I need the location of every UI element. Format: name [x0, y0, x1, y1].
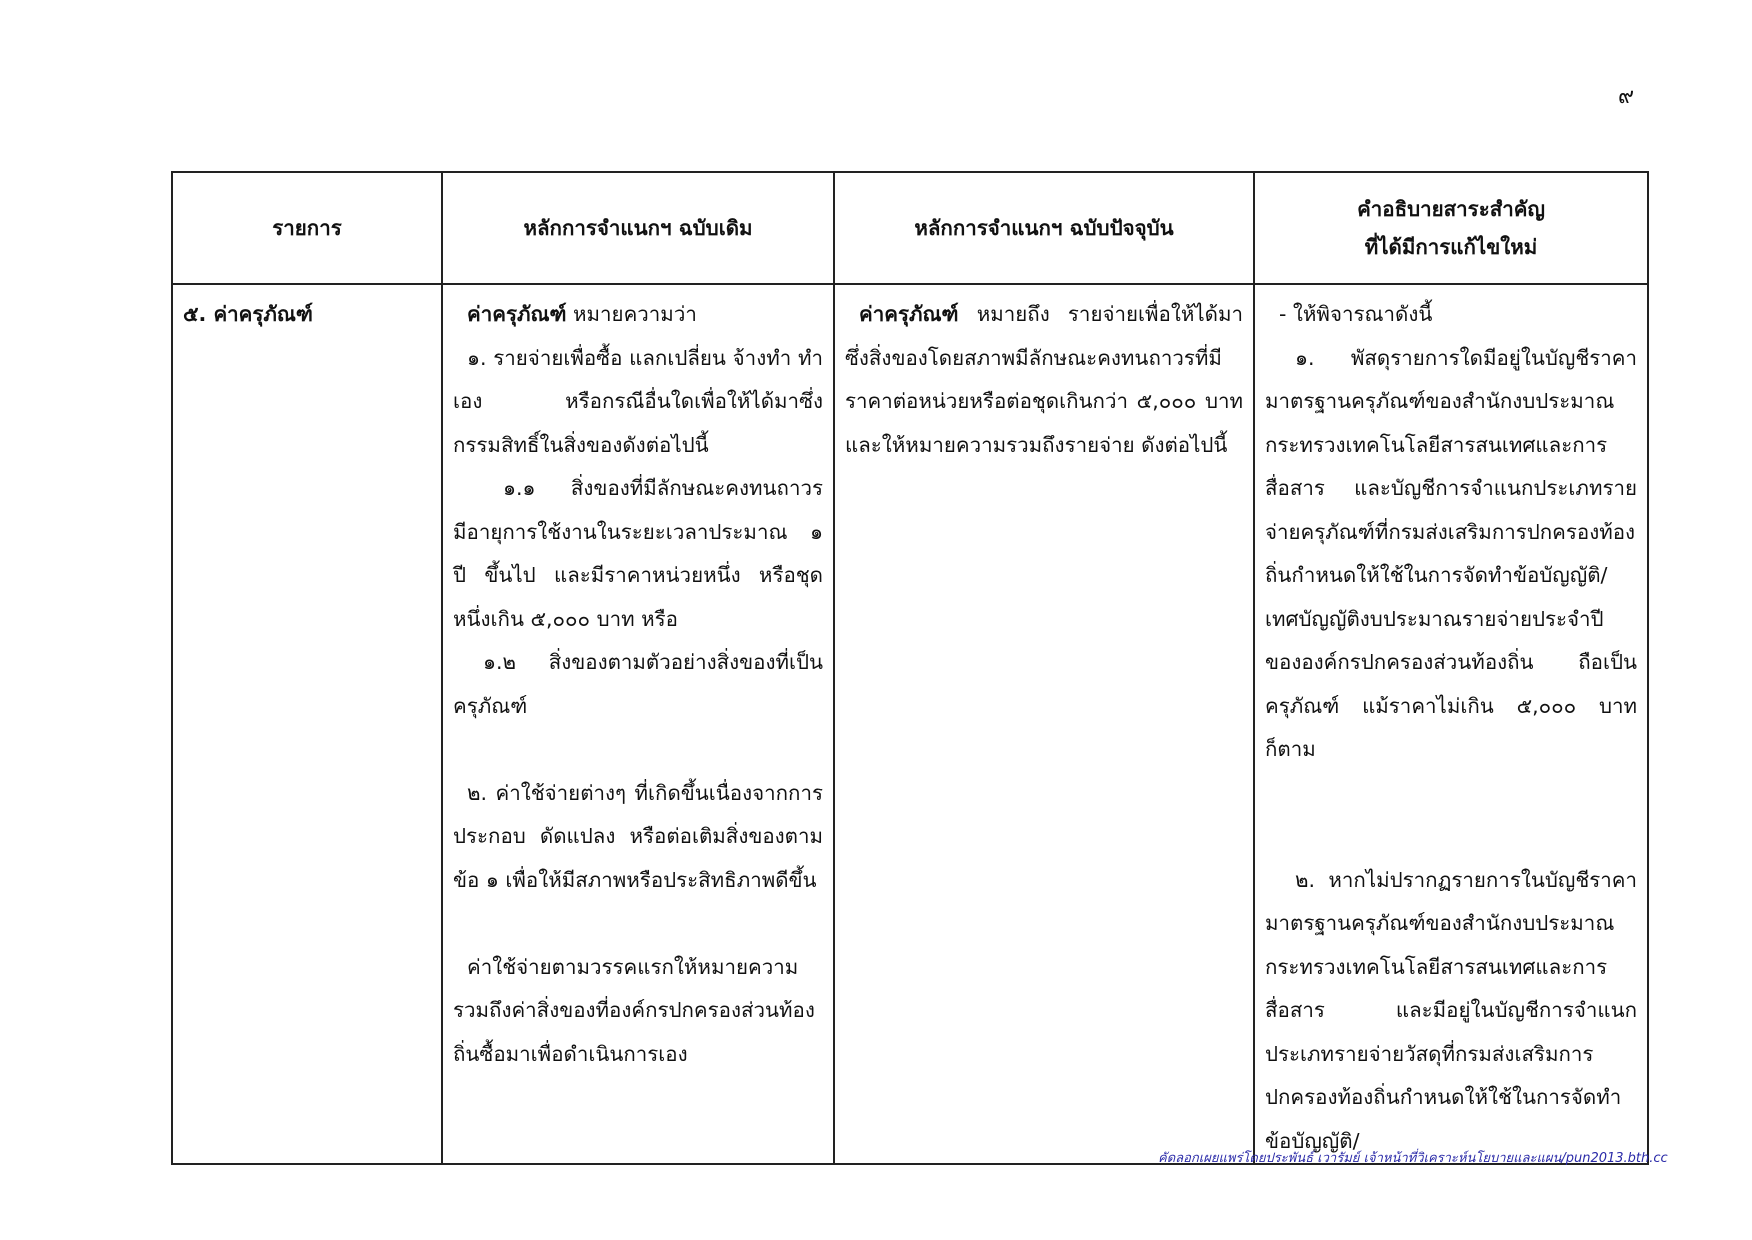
- current-text: หมายถึง รายจ่ายเพื่อให้ได้มาซึ่งสิ่งของโดยสภาพมีลักษณะคงทนถาวรที่มีราคาต่อหน่วยหรือต่อชุดเกินกว่า ๕,๐๐๐ บาท และให้หมายความรวมถึงรายจ่าย ดังต่อไปนี้: [845, 302, 1243, 457]
- original-lead: หมายความว่า: [566, 302, 697, 326]
- original-clause-1-2: ๑.๒ สิ่งของตามตัวอย่างสิ่งของที่เป็นครุภัณฑ์: [453, 650, 823, 718]
- original-clause-2: ๒. ค่าใช้จ่ายต่างๆ ที่เกิดขึ้นเนื่องจากการประกอบ ดัดแปลง หรือต่อเติมสิ่งของตามข้อ ๑ เพื่อให้มีสภาพหรือประสิทธิภาพดีขึ้น: [453, 780, 823, 892]
- original-cell: [442, 284, 834, 1164]
- current-term: ค่าครุภัณฑ์: [859, 302, 959, 326]
- explanation-intro: - ให้พิจารณาดังนี้: [1279, 302, 1433, 326]
- original-term: ค่าครุภัณฑ์: [467, 302, 567, 326]
- page-number: ๙: [1618, 84, 1635, 109]
- explanation-point-1: ๑. พัสดุรายการใดมีอยู่ในบัญชีราคามาตรฐานครุภัณฑ์ของสำนักงบประมาณ กระทรวงเทคโนโลยีสารสนเทศและการสื่อสาร และบัญชีการจำแนกประเภทรายจ่ายครุภัณฑ์ที่กรมส่งเสริมการปกครองท้องถิ่นกำหนดให้ใช้ในการจัดทำข้อบัญญัติ/เทศบัญญัติงบประมาณรายจ่ายประจำปีขององค์กรปกครองส่วนท้องถิ่น ถือเป็นครุภัณฑ์ แม้ราคาไม่เกิน ๕,๐๐๐ บาท ก็ตาม: [1265, 345, 1637, 761]
- table-header-row: [172, 172, 1648, 284]
- header-explanation: [1254, 172, 1648, 284]
- explanation-point-2: ๒. หากไม่ปรากฏรายการในบัญชีราคามาตรฐานครุภัณฑ์ของสำนักงบประมาณ กระทรวงเทคโนโลยีสารสนเทศและการสื่อสาร และมีอยู่ในบัญชีการจำแนกประเภทรายจ่ายวัสดุที่กรมส่งเสริมการปกครองท้องถิ่นกำหนดให้ใช้ในการจัดทำข้อบัญญัติ/: [1265, 867, 1637, 1153]
- spacer: [453, 902, 823, 946]
- header-current: หลักการจำแนกฯ ฉบับปัจจุบัน: [834, 172, 1254, 284]
- header-original: หลักการจำแนกฯ ฉบับเดิม: [442, 172, 834, 284]
- current-definition: [845, 293, 1243, 467]
- spacer: [1265, 772, 1637, 816]
- header-item: รายการ: [172, 172, 442, 284]
- header-explanation-line2: ที่ได้มีการแก้ไขใหม่: [1364, 235, 1538, 259]
- header-explanation-line1: คำอธิบายสาระสำคัญ: [1357, 197, 1545, 221]
- item-label: ๕. ค่าครุภัณฑ์: [183, 302, 313, 326]
- spacer: [1265, 815, 1637, 859]
- original-clause-1-1: ๑.๑ สิ่งของที่มีลักษณะคงทนถาวร มีอายุการใช้งานในระยะเวลาประมาณ ๑ ปี ขึ้นไป และมีราคาหน่วยหนึ่ง หรือชุดหนึ่งเกิน ๕,๐๐๐ บาท หรือ: [453, 476, 823, 631]
- spacer: [453, 728, 823, 772]
- explanation-cell: [1254, 284, 1648, 1164]
- original-clause-3: ค่าใช้จ่ายตามวรรคแรกให้หมายความรวมถึงค่าสิ่งของที่องค์กรปกครองส่วนท้องถิ่นซื้อมาเพื่อดำเนินการเอง: [453, 954, 815, 1066]
- comparison-table: [171, 171, 1649, 1165]
- item-cell: [172, 284, 442, 1164]
- table-row: [172, 284, 1648, 1164]
- footer-credit: คัดลอกเผยแพร่โดยประพันธ์ เวารัมย์ เจ้าหน้าที่วิเคราะห์นโยบายและแผน/pun2013.bth.cc: [1158, 1151, 1668, 1166]
- original-clause-1: ๑. รายจ่ายเพื่อซื้อ แลกเปลี่ยน จ้างทำ ทำเอง หรือกรณีอื่นใดเพื่อให้ได้มาซึ่งกรรมสิทธิ์ในสิ่งของดังต่อไปนี้: [453, 345, 823, 457]
- current-cell: [834, 284, 1254, 1164]
- original-definition: [453, 293, 823, 337]
